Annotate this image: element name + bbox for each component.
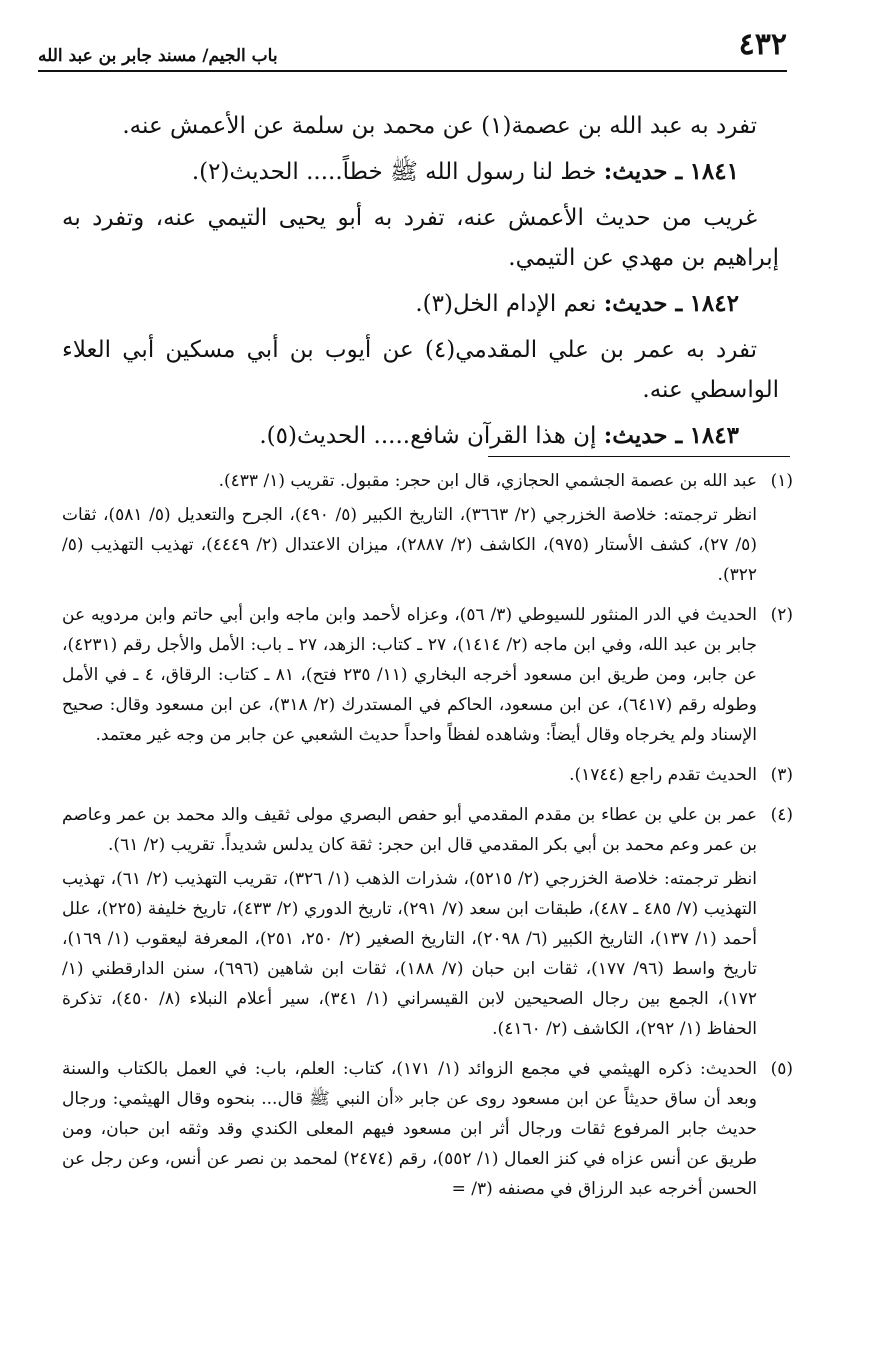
footnote-text: الحديث في الدر المنثور للسيوطي (٣/ ٥٦)، وعزاه لأحمد وابن ماجه وابن أبي حاتم وابن مردويه عن جابر بن عبد الله، وفي ابن ماجه (٢/ ١٤١٤)، ٢٧ ـ كتاب: الزهد، ٢٧ ـ باب: الأمل والأجل رقم (٤٢٣١)، عن جابر، ومن طريق ابن مسعود أخرجه البخاري (١١/ ٢٣٥ فتح)، ٨١ ـ كتاب: الرقاق، ٤ ـ في الأمل وطوله رقم (٦٤١٧)، عن ابن مسعود، الحاكم في المستدرك (٢/ ٣١٨)، عن ابن مسعود وقال: صحيح الإسناد ولم يخرجاه وقال أيضاً: وشاهده لفظاً واحداً حديث الشعبي عن جابر من وجه غير معتمد. xyxy=(62,605,757,745)
footnote-mark: (٤) xyxy=(770,805,793,825)
hadith-text: إن هذا القرآن شافع..... الحديث(٥). xyxy=(259,423,597,449)
footnote-mark: (٢) xyxy=(770,605,793,625)
hadith-keyword: ـ حديث: xyxy=(603,158,683,185)
main-text xyxy=(62,106,779,462)
footnote-2 xyxy=(62,600,793,754)
hadith-text: نعم الإدام الخل(٣). xyxy=(415,291,597,317)
hadith-keyword: ـ حديث: xyxy=(603,422,683,449)
paragraph-2: غريب من حديث الأعمش عنه، تفرد به أبو يحيى التيمي عنه، وتفرد به إبراهيم بن مهدي عن التيمي. xyxy=(62,205,779,271)
footnote-text: الحديث: ذكره الهيثمي في مجمع الزوائد (١/ ١٧١)، كتاب: العلم، باب: في العمل بالكتاب والسنة وبعد أن ساق حديثاً عن ابن مسعود روى عن جابر «أن النبي ﷺ قال... بنحوه وقال الهيثمي: ورجال حديث جابر المرفوع ثقات ورجال أثر ابن مسعود فيهم المعلى الكندي وقد وثقه ابن حبان، ومن طريق عن أنس عزاه في كنز العمال (١/ ٥٥٢)، رقم (٢٤٧٤) لمحمد بن نصر عن أنس، وعن رجل عن الحسن أخرجه عبد الرزاق في مصنفه (٣/ = xyxy=(62,1059,757,1199)
footnote-4 xyxy=(62,800,793,1048)
footnote-text: عبد الله بن عصمة الجشمي الحجازي، قال ابن حجر: مقبول. تقريب (١/ ٤٣٣). xyxy=(218,471,757,491)
footnote-text: الحديث تقدم راجع (١٧٤٤). xyxy=(569,765,757,785)
footnote-text: انظر ترجمته: خلاصة الخزرجي (٢/ ٥٢١٥)، شذرات الذهب (١/ ٣٢٦)، تقريب التهذيب (٢/ ٦١)، تهذيب التهذيب (٧/ ٤٨٥ ـ ٤٨٧)، طبقات ابن سعد (٧/ ٢٩١)، تاريخ الدوري (٢/ ٤٣٣)، تاريخ خليفة (٢٢٥)، علل أحمد (١/ ١٣٧)، التاريخ الكبير (٦/ ٢٠٩٨)، التاريخ الصغير (٢/ ٢٥٠، ٢٥١)، المعرفة ليعقوب (١/ ١٦٩)، تاريخ واسط (٩٦/ ١٧٧)، ثقات ابن حبان (٧/ ١٨٨)، ثقات ابن شاهين (٦٩٦)، سنن الدارقطني (١/ ١٧٢)، الجمع بين رجال الصحيحين لابن القيسراني (١/ ٣٤١)، سير أعلام النبلاء (٨/ ٤٥٠)، تذكرة الحفاظ (١/ ٢٩٢)، الكاشف (٢/ ٤١٦٠). xyxy=(62,869,757,1039)
paragraph-3: تفرد به عمر بن علي المقدمي(٤) عن أيوب بن أبي مسكين أبي العلاء الواسطي عنه. xyxy=(62,337,779,403)
footnote-mark: (٣) xyxy=(770,765,793,785)
hadith-1843 xyxy=(62,416,779,456)
running-header-title: باب الجيم/ مسند جابر بن عبد الله xyxy=(38,46,278,66)
hadith-1842 xyxy=(62,284,779,324)
footnote-5 xyxy=(62,1054,793,1208)
footnote-1 xyxy=(62,466,793,594)
hadith-1841 xyxy=(62,152,779,192)
hadith-number: ١٨٤٣ xyxy=(689,422,739,449)
footnote-text: عمر بن علي بن عطاء بن مقدم المقدمي أبو حفص البصري مولى ثقيف والد محمد بن عمر وعاصم بن عمر وعم محمد بن أبي بكر المقدمي قال ابن حجر: ثقة كان يدلس شديداً. تقريب (٢/ ٦١). xyxy=(62,805,757,855)
hadith-number: ١٨٤٢ xyxy=(689,290,739,317)
paragraph-1: تفرد به عبد الله بن عصمة(١) عن محمد بن سلمة عن الأعمش عنه. xyxy=(122,113,757,139)
footnote-mark: (٥) xyxy=(770,1059,793,1079)
page-number: ٤٣٢ xyxy=(738,27,787,62)
footnote-text: انظر ترجمته: خلاصة الخزرجي (٢/ ٣٦٦٣)، التاريخ الكبير (٥/ ٤٩٠)، الجرح والتعديل (٥/ ٥٨١)، ثقات (٥/ ٢٧)، كشف الأستار (٩٧٥)، الكاشف (٢/ ٢٨٨٧)، ميزان الاعتدال (٢/ ٤٤٤٩)، تهذيب التهذيب (٥/ ٣٢٢). xyxy=(62,505,757,585)
footnote-3 xyxy=(62,760,793,794)
header-rule xyxy=(38,70,787,72)
hadith-number: ١٨٤١ xyxy=(689,158,739,185)
footnote-separator xyxy=(488,456,790,457)
hadith-text: خط لنا رسول الله ﷺ خطاً..... الحديث(٢). xyxy=(191,159,597,185)
hadith-keyword: ـ حديث: xyxy=(603,290,683,317)
footnotes xyxy=(62,466,793,1214)
footnote-mark: (١) xyxy=(770,471,793,491)
